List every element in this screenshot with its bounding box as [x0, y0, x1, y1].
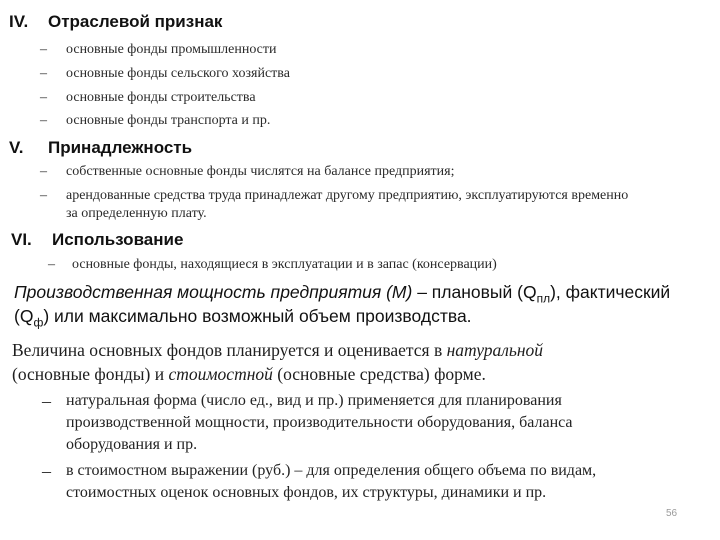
capacity-text: ), фактический — [550, 282, 671, 302]
dash: – — [42, 391, 51, 411]
list-item: основные фонды, находящиеся в эксплуатации и в запас (консервации) — [72, 257, 497, 272]
section-v-number: V. — [9, 138, 24, 157]
bullet-line: стоимостных оценок основных фондов, их структуры, динамики и пр. — [66, 484, 547, 501]
capacity-text: ) или максимально возможный объем производства. — [43, 306, 472, 326]
page-number: 56 — [666, 508, 678, 519]
list-item: основные фонды транспорта и пр. — [66, 113, 271, 128]
subscript-actual: ф — [33, 315, 44, 330]
valuation-text: Величина основных фондов планируется и оценивается в — [12, 340, 447, 360]
list-item: основные фонды сельского хозяйства — [66, 66, 290, 81]
valuation-italic: стоимостной — [168, 364, 273, 384]
list-item: основные фонды строительства — [66, 90, 256, 105]
dash: – — [40, 188, 47, 203]
section-vi-title: Использование — [52, 230, 184, 249]
bullet-line: производственной мощности, производительности оборудования, баланса — [66, 414, 573, 431]
valuation-line-2 — [12, 364, 486, 385]
list-item: основные фонды промышленности — [66, 42, 277, 57]
capacity-text: (Q — [14, 306, 34, 326]
list-item-continuation: за определенную плату. — [66, 206, 207, 221]
capacity-line-1 — [14, 282, 670, 306]
valuation-line-1 — [12, 340, 543, 361]
bullet-line: оборудования и пр. — [66, 436, 198, 453]
dash: – — [40, 66, 47, 81]
section-v-title: Принадлежность — [48, 138, 193, 157]
valuation-italic: натуральной — [446, 340, 544, 360]
dash: – — [40, 90, 47, 105]
bullet-line: в стоимостном выражении (руб.) – для определения общего объема по видам, — [66, 462, 597, 479]
valuation-text: (основные фонды) и — [12, 364, 169, 384]
capacity-line-2 — [14, 306, 472, 330]
dash: – — [40, 42, 47, 57]
valuation-text: (основные средства) форме. — [272, 364, 486, 384]
bullet-line: натуральная форма (число ед., вид и пр.) применяется для планирования — [66, 392, 562, 409]
dash: – — [42, 461, 51, 481]
list-item: собственные основные фонды числятся на балансе предприятия; — [66, 164, 455, 179]
dash: – — [40, 113, 47, 128]
dash: – — [48, 257, 55, 272]
subscript-planned: пл — [536, 291, 551, 306]
capacity-text: – плановый (Q — [412, 282, 537, 302]
dash: – — [40, 164, 47, 179]
capacity-term: Производственная мощность предприятия (М) — [14, 282, 413, 302]
section-iv-number: IV. — [9, 12, 29, 31]
section-vi-number: VI. — [11, 230, 32, 249]
section-iv-title: Отраслевой признак — [48, 12, 223, 31]
list-item: арендованные средства труда принадлежат другому предприятию, эксплуатируются временно — [66, 188, 629, 203]
